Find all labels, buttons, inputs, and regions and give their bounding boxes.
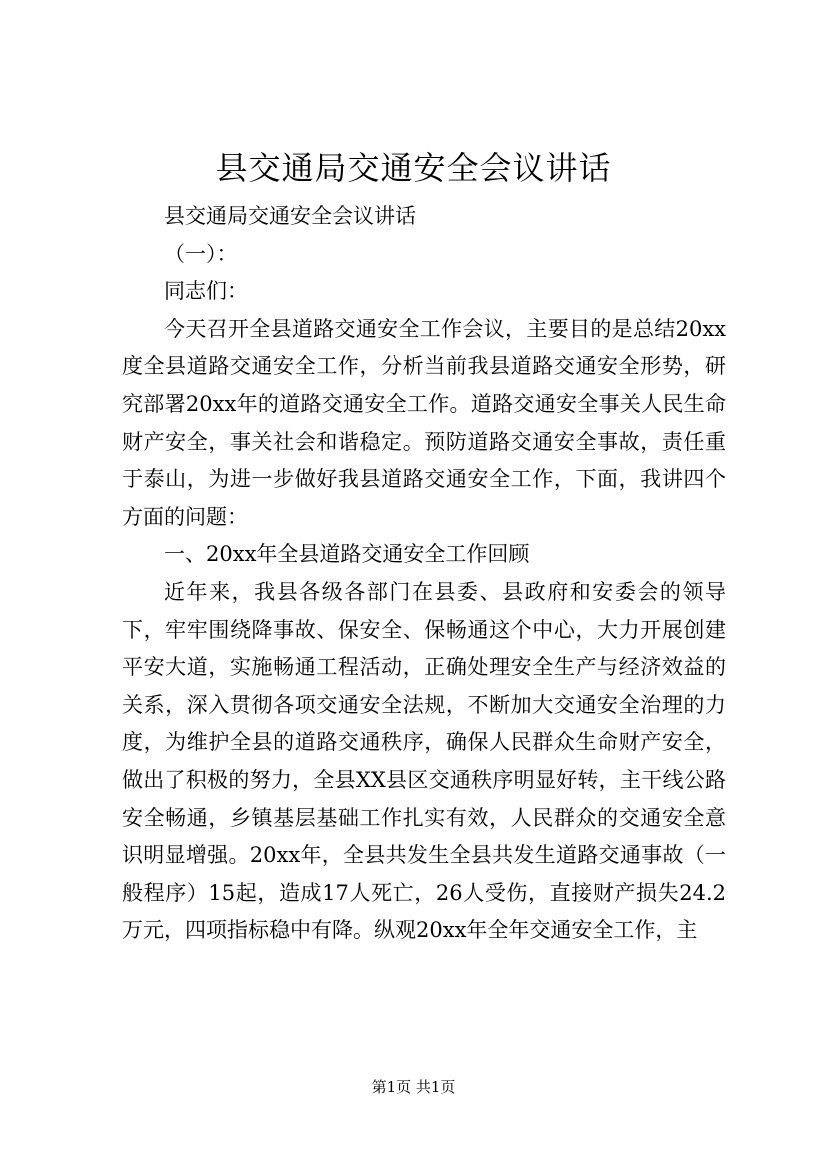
section-marker: （一）： bbox=[164, 241, 238, 266]
document-body bbox=[122, 198, 726, 950]
section-heading: 一、20xx年全县道路交通安全工作回顾 bbox=[164, 542, 530, 567]
document-title: 县交通局交通安全会议讲话 bbox=[215, 149, 612, 187]
paragraph-intro: 今天召开全县道路交通安全工作会议，主要目的是总结20xx度全县道路交通安全工作，分析当前我县道路交通安全形势，研究部署20xx年的道路交通安全工作。道路交通安全事关人民生命财产安全，事关社会和谐稳定。预防道路交通安全事故，责任重于泰山，为进一步做好我县道路交通安全工作，下面，我讲四个方面的问题： bbox=[122, 316, 726, 529]
salutation: 同志们： bbox=[164, 279, 248, 304]
paragraph-review: 近年来，我县各级各部门在县委、县政府和安委会的领导下，牢牢围绕降事故、保安全、保畅通这个中心，大力开展创建平安大道，实施畅通工程活动，正确处理安全生产与经济效益的关系，深入贯彻各项交通安全法规，不断加大交通安全治理的力度，为维护全县的道路交通秩序，确保人民群众生命财产安全，做出了积极的努力，全县XX县区交通秩序明显好转，主干线公路安全畅通，乡镇基层基础工作扎实有效，人民群众的交通安全意识明显增强。20xx年，全县共发生全县共发生道路交通事故（一般程序）15起，造成17人死亡，26人受伤，直接财产损失24.2万元，四项指标稳中有降。纵观20xx年全年交通安全工作，主 bbox=[122, 579, 726, 943]
page-footer: 第1页 共1页 bbox=[371, 1078, 456, 1096]
document-subtitle: 县交通局交通安全会议讲话 bbox=[164, 204, 416, 228]
